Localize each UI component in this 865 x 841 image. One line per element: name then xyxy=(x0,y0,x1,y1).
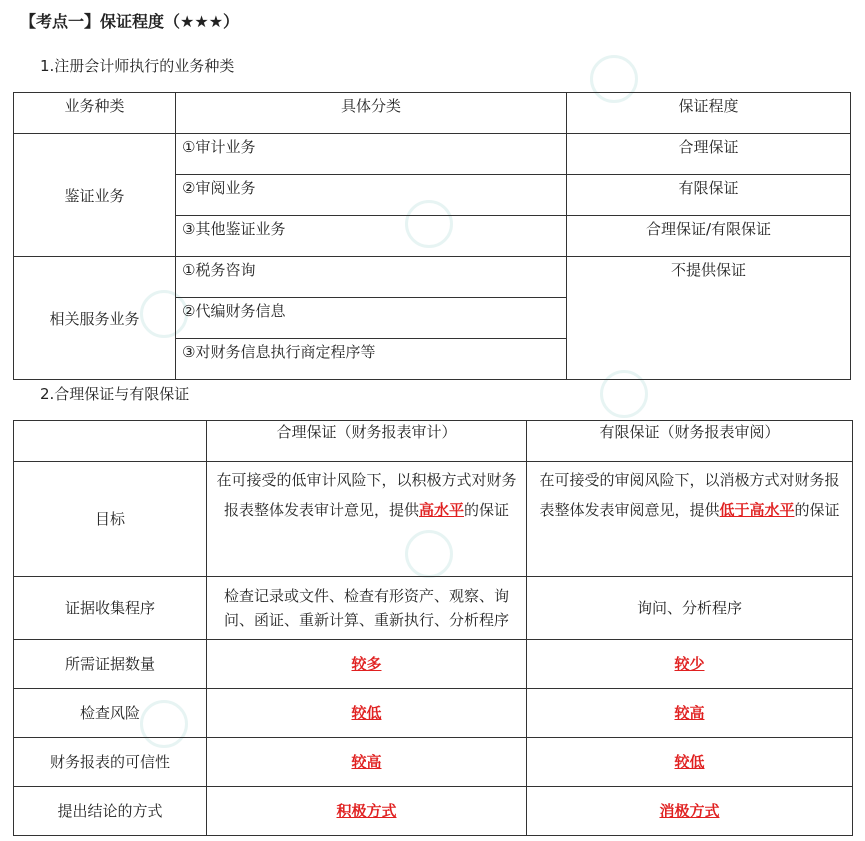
table-cell xyxy=(527,738,853,787)
table-cell xyxy=(527,787,853,836)
header-cell: 业务种类 xyxy=(14,93,176,134)
table-cell: ①税务咨询 xyxy=(176,257,567,298)
table-cell: 合理保证 xyxy=(567,134,851,175)
cell-text: 在可接受的低审计风险下，以积极方式对财务报表整体发表审计意见，提供 xyxy=(216,471,517,519)
row-label: 提出结论的方式 xyxy=(14,787,207,836)
table-row-risk xyxy=(14,689,853,738)
table-cell xyxy=(207,640,527,689)
header-cell: 具体分类 xyxy=(176,93,567,134)
cell-text: 在可接受的审阅风险下，以消极方式对财务报表整体发表审阅意见，提供 xyxy=(539,471,840,519)
highlight-text: 较低 xyxy=(351,704,382,722)
table-cell xyxy=(527,689,853,738)
table-cell xyxy=(527,640,853,689)
highlight-text: 较高 xyxy=(351,753,382,771)
table-cell xyxy=(207,787,527,836)
table-row-conclusion xyxy=(14,787,853,836)
table-row xyxy=(14,134,851,175)
highlight-text: 低于高水平 xyxy=(719,501,795,519)
assurance-comparison-table xyxy=(13,420,853,836)
row-label: 所需证据数量 xyxy=(14,640,207,689)
table-cell: 检查记录或文件、检查有形资产、观察、询问、函证、重新计算、重新执行、分析程序 xyxy=(207,577,527,640)
table-cell: ①审计业务 xyxy=(176,134,567,175)
cell-text: 的保证 xyxy=(794,501,840,519)
highlight-text: 较高 xyxy=(674,704,705,722)
row-label: 财务报表的可信性 xyxy=(14,738,207,787)
section2-heading: 2.合理保证与有限保证 xyxy=(40,385,190,403)
table-row-goal xyxy=(14,462,853,577)
table-cell: 有限保证 xyxy=(567,175,851,216)
header-cell: 合理保证（财务报表审计） xyxy=(207,421,527,462)
highlight-text: 较多 xyxy=(351,655,382,673)
assurance-label: 鉴证业务 xyxy=(14,134,176,257)
table-cell: ②审阅业务 xyxy=(176,175,567,216)
row-label: 证据收集程序 xyxy=(14,577,207,640)
table-cell: 合理保证/有限保证 xyxy=(567,216,851,257)
highlight-text: 较低 xyxy=(674,753,705,771)
header-cell xyxy=(14,421,207,462)
table-header-row xyxy=(14,93,851,134)
related-label: 相关服务业务 xyxy=(14,257,176,380)
table-cell: 不提供保证 xyxy=(567,257,851,380)
table-cell xyxy=(207,462,527,577)
cell-text: 的保证 xyxy=(464,501,510,519)
business-types-table xyxy=(13,92,851,380)
highlight-text: 积极方式 xyxy=(336,802,397,820)
section1-heading: 1.注册会计师执行的业务种类 xyxy=(40,57,235,75)
table-cell xyxy=(527,462,853,577)
table-header-row xyxy=(14,421,853,462)
header-cell: 保证程度 xyxy=(567,93,851,134)
row-label: 检查风险 xyxy=(14,689,207,738)
table-cell: ②代编财务信息 xyxy=(176,298,567,339)
page-title: 【考点一】保证程度（★★★） xyxy=(20,12,240,31)
table-row-reliability xyxy=(14,738,853,787)
table-cell xyxy=(207,689,527,738)
highlight-text: 消极方式 xyxy=(659,802,720,820)
table-cell: ③其他鉴证业务 xyxy=(176,216,567,257)
table-row-quantity xyxy=(14,640,853,689)
row-label: 目标 xyxy=(14,462,207,577)
table-cell: ③对财务信息执行商定程序等 xyxy=(176,339,567,380)
table-cell xyxy=(207,738,527,787)
highlight-text: 高水平 xyxy=(418,501,464,519)
header-cell: 有限保证（财务报表审阅） xyxy=(527,421,853,462)
highlight-text: 较少 xyxy=(674,655,705,673)
table-row xyxy=(14,257,851,298)
table-row-evidence xyxy=(14,577,853,640)
table-cell: 询问、分析程序 xyxy=(527,577,853,640)
